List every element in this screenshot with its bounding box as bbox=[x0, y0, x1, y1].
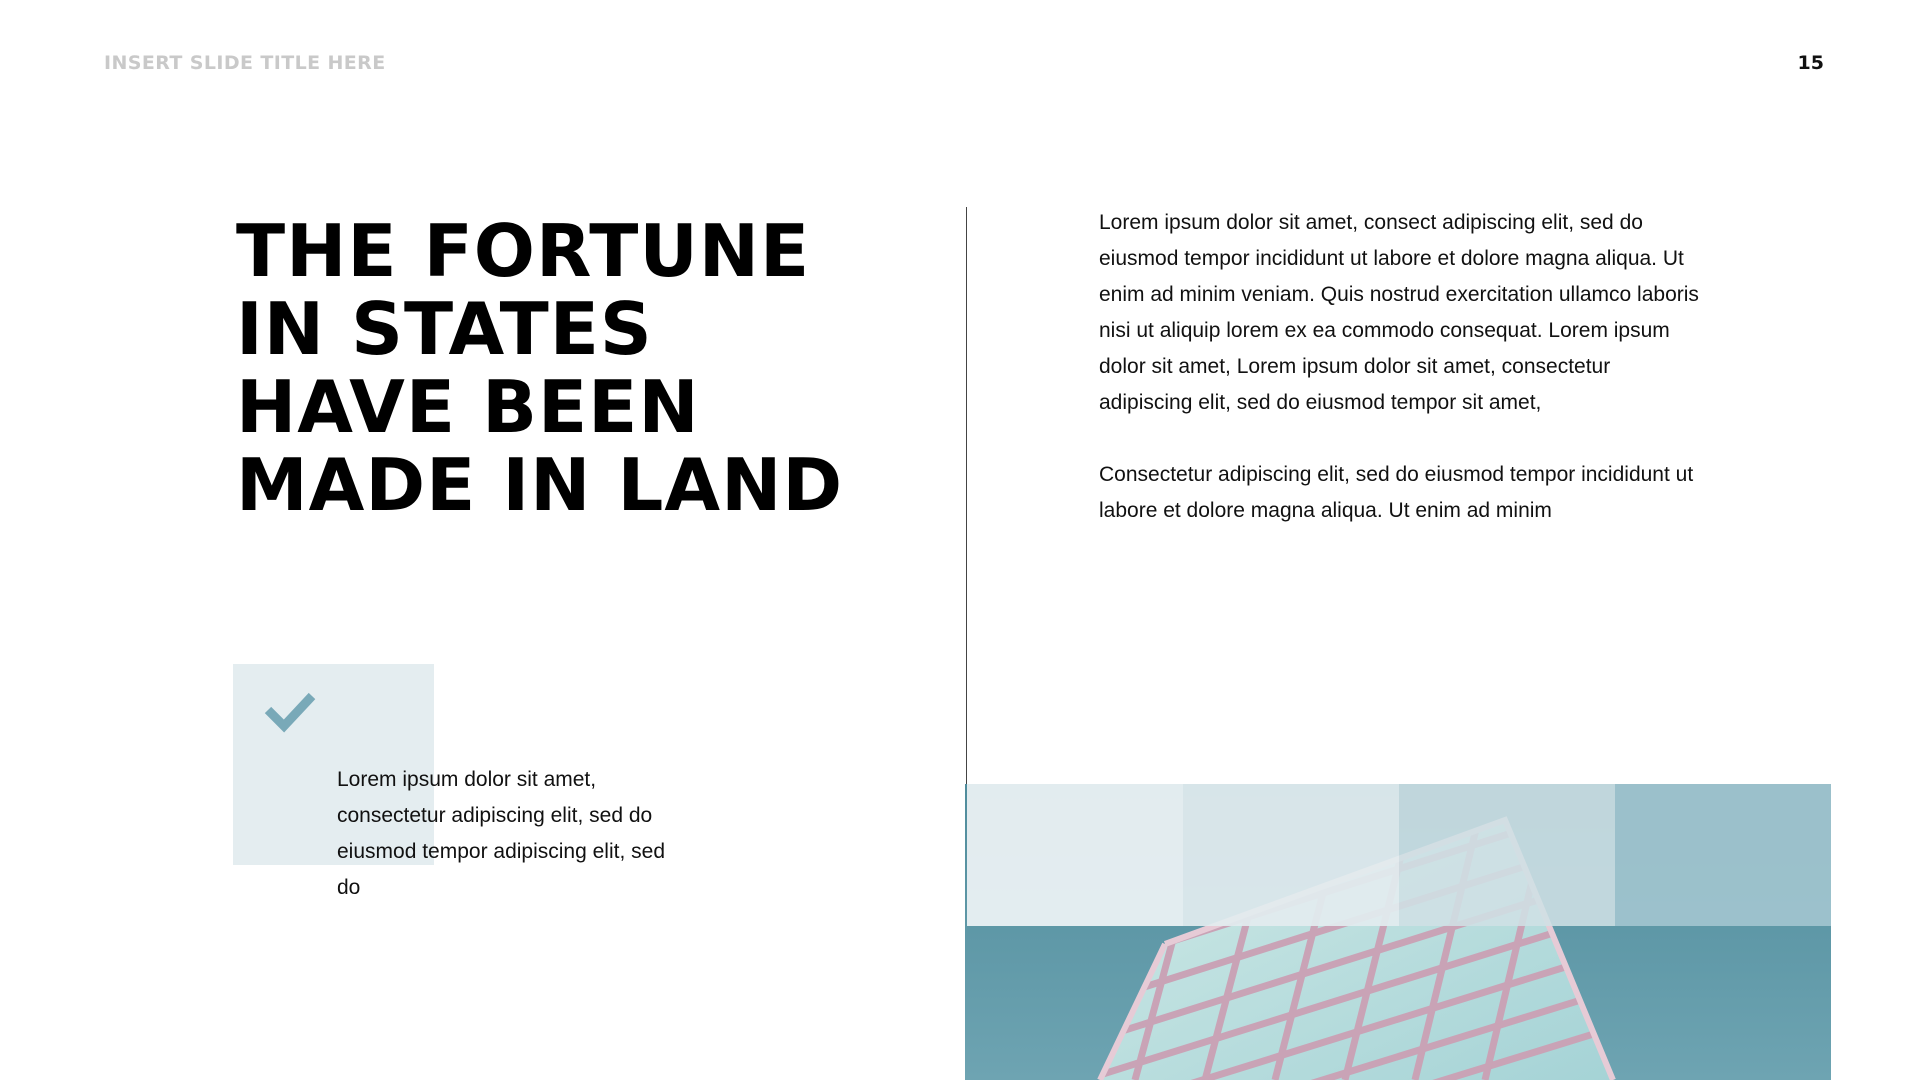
body-paragraph-2: Consectetur adipiscing elit, sed do eiusmod tempor incididunt ut labore et dolore magna aliqua. Ut enim ad minim bbox=[1099, 463, 1694, 522]
color-palette bbox=[967, 784, 1831, 926]
palette-swatch bbox=[1183, 784, 1399, 926]
body-text bbox=[1099, 205, 1709, 565]
headline bbox=[236, 209, 856, 527]
headline-line: HAVE BEEN bbox=[236, 365, 700, 449]
palette-swatch bbox=[1615, 784, 1831, 926]
slide-title: INSERT SLIDE TITLE HERE bbox=[104, 52, 386, 74]
palette-swatch bbox=[967, 784, 1183, 926]
feature-text: Lorem ipsum dolor sit amet, consectetur adipiscing elit, sed do eiusmod tempor adipiscing elit, sed do bbox=[337, 768, 666, 899]
body-paragraph-1: Lorem ipsum dolor sit amet, consect adipiscing elit, sed do eiusmod tempor incididunt ut labore et dolore magna aliqua. Ut enim ad minim veniam. Quis nostrud exercitation ullamco laboris nisi ut aliquip lorem ex ea commodo consequat. Lorem ipsum dolor sit amet, Lorem ipsum dolor sit amet, consectetur adipiscing elit, sed do eiusmod tempor sit amet, bbox=[1099, 211, 1699, 414]
headline-line: MADE IN LAND bbox=[236, 443, 844, 527]
headline-line: THE FORTUNE bbox=[236, 209, 811, 293]
page-number: 15 bbox=[1797, 52, 1824, 74]
headline-line: IN STATES bbox=[236, 287, 653, 371]
checkmark-icon bbox=[262, 688, 318, 736]
palette-swatch bbox=[1399, 784, 1615, 926]
